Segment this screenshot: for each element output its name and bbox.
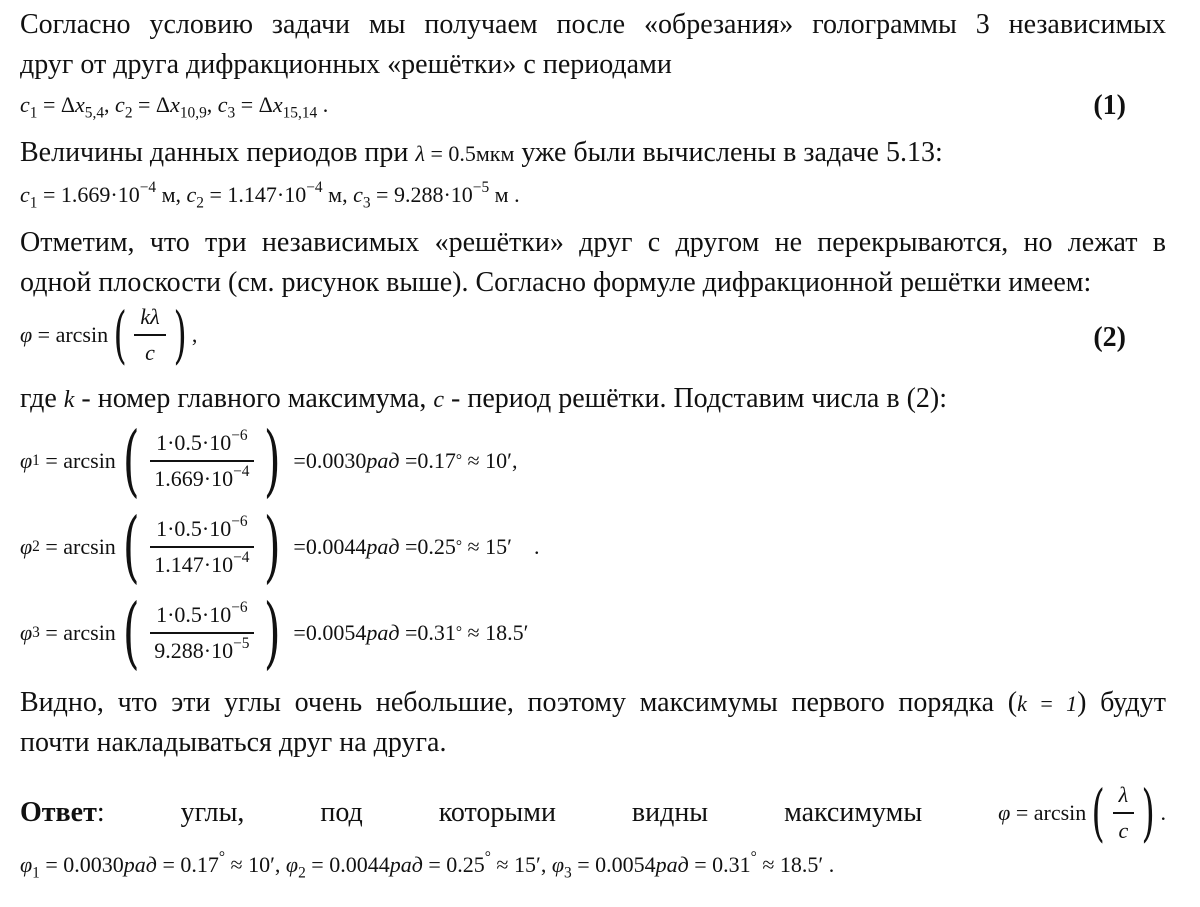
answer-label: Ответ [20,797,97,828]
paragraph-intro-line-2: друг от друга дифракционных «решётки» с периодами [20,49,672,80]
equation-1: $c_1 = \Delta x_{5,4}$, $c_2 = \Delta x_{10,9}$, $c_3 = \Delta x_{15,14}$ . [20,92,329,122]
answer-values: $\varphi_1 = 0.0030рад = 0.17^\circ \approx 10'$, $\varphi_2 = 0.0044рад = 0.25^\circ \approx 15'$, $\varphi_3 = 0.0054рад = 0.31^\circ \approx 18.5'$ . [20,849,835,882]
paragraph-conclusion-line-1: Видно, что эти углы очень небольшие, поэтому максимумы первого порядка (k = 1) будут [20,687,1167,718]
calc-phi-3: φ 3 = arcsin ( $\frac{1\cdot 0.5\cdot 10^{-6}}{9.288\cdot 10^{-5}}$ ) = 0.0054 рад = 0.31 ° ≈ 18.5′ [20,588,529,678]
paragraph-definitions: где k - номер главного максимума, c - период решётки. Подставим числа в (2): [20,383,948,414]
paragraph-grating-line-2: одной плоскости (см. рисунок выше). Согласно формуле дифракционной решётки имеем: [20,267,1092,298]
paragraph-periods: Величины данных периодов при λ = 0.5мкм уже были вычислены в задаче 5.13: [20,137,943,168]
answer-formula: φ = arcsin ( $\frac{\lambda}{c}$ ) . [998,776,1166,849]
paragraph-grating-line-1: Отметим, что три независимых «решётки» друг с другом не перекрываются, но лежат в [20,227,1166,258]
calc-phi-2: φ 2 = arcsin ( $\frac{1\cdot 0.5\cdot 10^{-6}}{1.147\cdot 10^{-4}}$ ) = 0.0044 рад = 0.25 ° ≈ 15′ . [20,502,540,592]
paragraph-intro-line-1: Согласно условию задачи мы получаем после «обрезания» голограммы 3 независимых [20,9,1166,40]
calc-phi-1: φ 1 = arcsin ( $\frac{1\cdot 0.5\cdot 10^{-6}}{1.669\cdot 10^{-4}}$ ) = 0.0030 рад = 0.17 ° ≈ 10′ , [20,416,518,506]
period-values: $c_1 = 1.669\cdot 10^{-4}$ м, $c_2 = 1.147\cdot 10^{-4}$ м, $c_3 = 9.288\cdot 10^{-5}$ м . [20,179,520,212]
equation-2: φ = arcsin ( $\frac{k\lambda}{c}$ ) , [20,298,198,371]
equation-number-2: (2) [1093,322,1126,353]
equation-number-1: (1) [1093,90,1126,121]
paragraph-conclusion-line-2: почти накладываться друг на друга. [20,727,447,758]
answer-line: Ответ: углы, под которыми видны максимумы φ = arcsin ( $\frac{\lambda}{c}$ ) . [20,776,1166,849]
